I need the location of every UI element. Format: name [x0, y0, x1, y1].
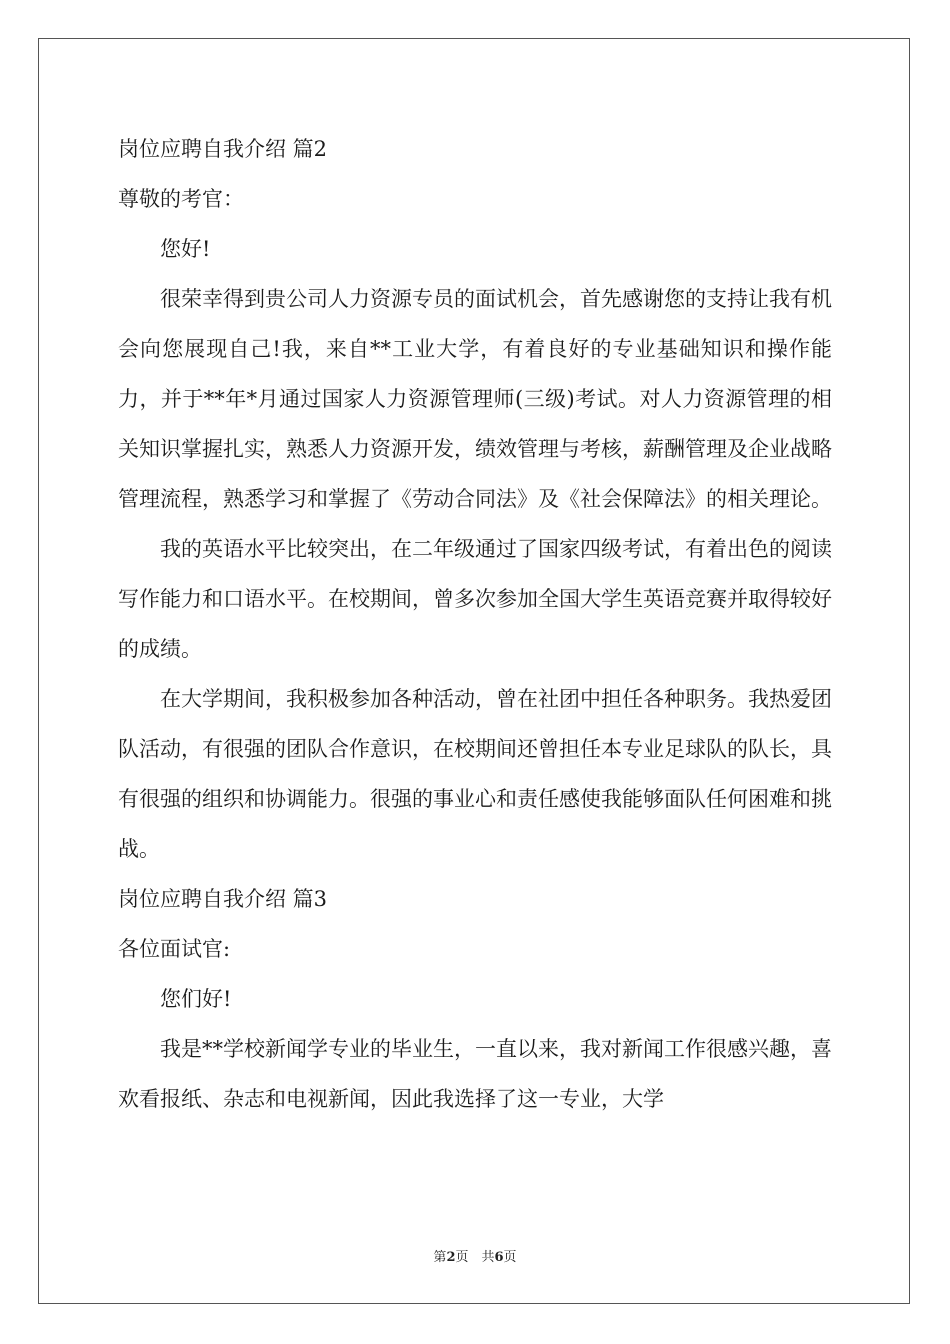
body-paragraph: 很荣幸得到贵公司人力资源专员的面试机会，首先感谢您的支持让我有机会向您展现自己!我，来自**工业大学，有着良好的专业基础知识和操作能力，并于**年*月通过国家人力资源管理师(三级)考试。对人力资源管理的相关知识掌握扎实，熟悉人力资源开发，绩效管理与考核，薪酬管理及企业战略管理流程，熟悉学习和掌握了《劳动合同法》及《社会保障法》的相关理论。 — [118, 287, 832, 511]
page-current: 2 — [446, 1250, 456, 1265]
section-title: 岗位应聘自我介绍 篇2 — [118, 137, 328, 161]
page-mid: 页 共 — [455, 1250, 495, 1265]
body-paragraph: 我是**学校新闻学专业的毕业生，一直以来，我对新闻工作很感兴趣，喜欢看报纸、杂志和电视新闻，因此我选择了这一专业，大学 — [118, 1037, 832, 1111]
body-paragraph: 我的英语水平比较突出，在二年级通过了国家四级考试，有着出色的阅读写作能力和口语水平。在校期间，曾多次参加全国大学生英语竞赛并取得较好的成绩。 — [118, 537, 832, 661]
body-paragraph: 在大学期间，我积极参加各种活动，曾在社团中担任各种职务。我热爱团队活动，有很强的团队合作意识，在校期间还曾担任本专业足球队的队长，具有很强的组织和协调能力。很强的事业心和责任感使我能够面队任何困难和挑战。 — [118, 687, 832, 861]
salutation: 尊敬的考官： — [118, 187, 244, 211]
document-body — [118, 124, 832, 1124]
salutation: 各位面试官: — [118, 937, 231, 961]
page-suffix: 页 — [503, 1250, 517, 1265]
section-title: 岗位应聘自我介绍 篇3 — [118, 887, 328, 911]
page-total: 6 — [494, 1250, 504, 1265]
greeting: 您们好! — [160, 987, 232, 1011]
page-prefix: 第 — [433, 1250, 447, 1265]
greeting: 您好! — [160, 237, 211, 261]
page-footer — [0, 1246, 950, 1265]
